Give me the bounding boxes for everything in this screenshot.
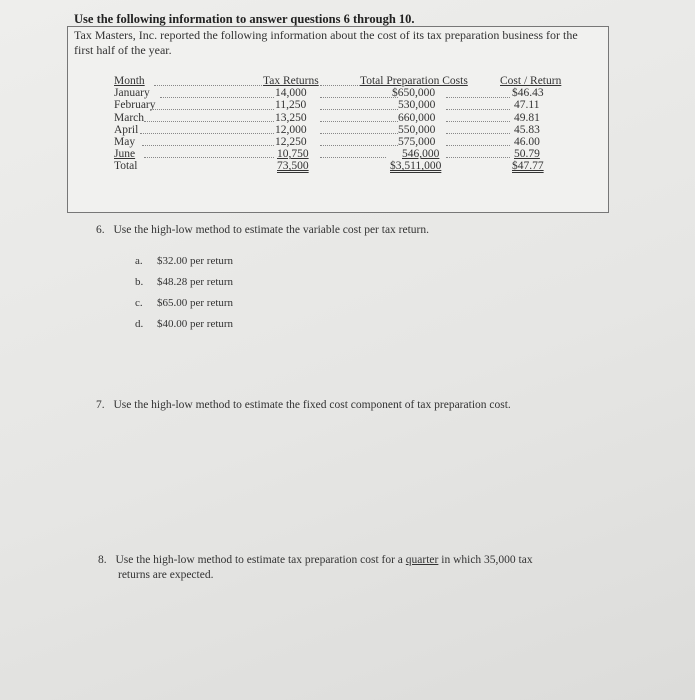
table-cell: 49.81	[514, 111, 540, 124]
table-cell: Total	[114, 160, 138, 173]
option-letter: d.	[135, 318, 144, 330]
question-text-part2: in which 35,000 tax	[438, 554, 533, 566]
option-b[interactable]	[135, 276, 233, 288]
table-cell: $47.77	[512, 160, 544, 173]
option-text: $48.28 per return	[157, 276, 234, 288]
question-text: Use the high-low method to estimate the variable cost per tax return.	[113, 224, 430, 236]
question-text: Use the high-low method to estimate the fixed cost component of tax preparation cost.	[113, 399, 511, 411]
table-cell: 546,000	[402, 148, 440, 161]
table-header: Tax Returns	[263, 75, 319, 87]
dot-leader	[154, 85, 274, 86]
info-box	[67, 26, 609, 213]
option-c[interactable]	[135, 297, 233, 309]
total-costs-column	[360, 75, 468, 173]
table-cell: 45.83	[514, 123, 540, 136]
question-text-part1: Use the high-low method to estimate tax preparation cost for a	[115, 554, 406, 566]
table-cell: 11,250	[275, 99, 307, 112]
table-cell: 10,750	[277, 148, 309, 161]
option-d[interactable]	[135, 318, 233, 330]
table-cell: May	[114, 135, 136, 148]
option-text: $65.00 per return	[157, 297, 234, 309]
instructions-heading: Use the following information to answer questions 6 through 10.	[74, 12, 415, 26]
table-cell: June	[114, 148, 136, 161]
cost-per-return-column	[500, 75, 561, 173]
table-cell: January	[114, 87, 150, 100]
option-letter: c.	[135, 297, 143, 309]
dot-leader	[144, 157, 274, 158]
table-cell: 50.79	[514, 148, 540, 161]
option-letter: b.	[135, 276, 144, 288]
table-cell: 46.00	[514, 135, 540, 148]
table-header: Cost / Return	[500, 75, 562, 87]
table-cell: 660,000	[398, 111, 436, 124]
dot-leader	[142, 145, 274, 146]
question-text-underlined: quarter	[405, 554, 439, 566]
dot-leader	[160, 97, 274, 98]
table-header: Month	[114, 75, 145, 87]
table-cell: 13,250	[275, 111, 307, 124]
dot-leader	[144, 121, 274, 122]
dot-leader	[150, 109, 274, 110]
table-cell: $3,511,000	[390, 160, 442, 173]
option-letter: a.	[135, 255, 143, 267]
question-6	[96, 223, 429, 238]
question-7	[96, 398, 511, 413]
question-8	[98, 553, 598, 583]
table-cell: 550,000	[398, 123, 436, 136]
table-cell: 73,500	[277, 160, 309, 173]
table-cell: 530,000	[398, 99, 436, 112]
question-number: 8.	[98, 554, 107, 566]
table-cell: March	[114, 111, 145, 124]
question-number: 7.	[96, 399, 105, 411]
question-text-line2: returns are expected.	[118, 569, 214, 581]
table-cell: 575,000	[398, 135, 436, 148]
table-cell: April	[114, 123, 139, 136]
tax-returns-column	[263, 75, 319, 173]
option-text: $32.00 per return	[157, 255, 234, 267]
option-text: $40.00 per return	[157, 318, 234, 330]
intro-text: Tax Masters, Inc. reported the following information about the cost of its tax preparation business for the first half of the year.	[74, 28, 578, 57]
table-cell: 14,000	[275, 87, 307, 100]
table-cell: $650,000	[392, 87, 436, 100]
table-cell: February	[114, 99, 156, 112]
table-cell: 47.11	[514, 99, 540, 112]
table-header: Total Preparation Costs	[360, 75, 468, 87]
table-cell: $46.43	[512, 87, 544, 100]
table-cell: 12,250	[275, 135, 307, 148]
question-number: 6.	[96, 224, 105, 236]
dot-leader	[140, 133, 274, 134]
option-a[interactable]	[135, 255, 233, 267]
table-cell: 12,000	[275, 123, 307, 136]
